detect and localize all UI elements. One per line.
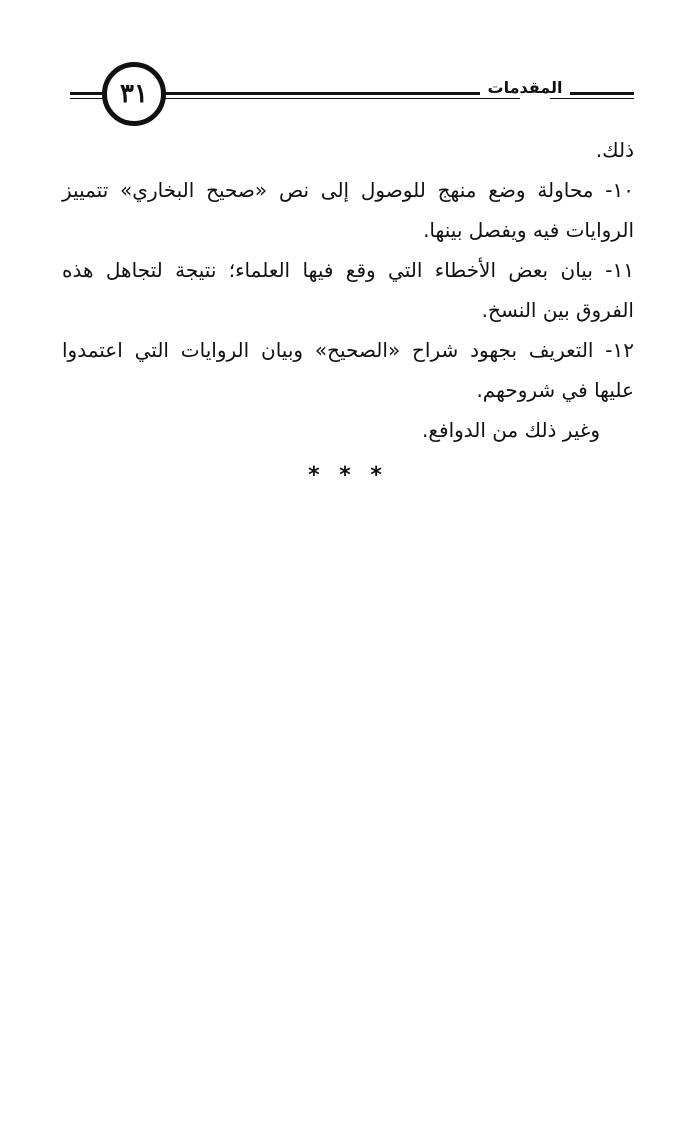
closing-line: وغير ذلك من الدوافع. — [422, 418, 600, 442]
list-item-12: ١٢- التعريف بجهود شراح «الصحيح» وبيان الروايات التي اعتمدوا عليها في شروحهم. — [62, 338, 634, 402]
page-body — [62, 130, 634, 496]
running-title: المقدمات — [480, 78, 570, 97]
header-rule-middle — [160, 92, 520, 99]
page-number: ٣١ — [102, 62, 166, 126]
section-separator: * * * — [308, 463, 388, 488]
list-item-11: ١١- بيان بعض الأخطاء التي وقع فيها العلماء؛ نتيجة لتجاهل هذه الفروق بين النسخ. — [62, 258, 634, 322]
opening-line: ذلك. — [595, 138, 634, 162]
list-item-10: ١٠- محاولة وضع منهج للوصول إلى نص «صحيح البخاري» تتمييز الروايات فيه ويفصل بينها. — [62, 178, 634, 242]
page-header — [60, 62, 636, 132]
